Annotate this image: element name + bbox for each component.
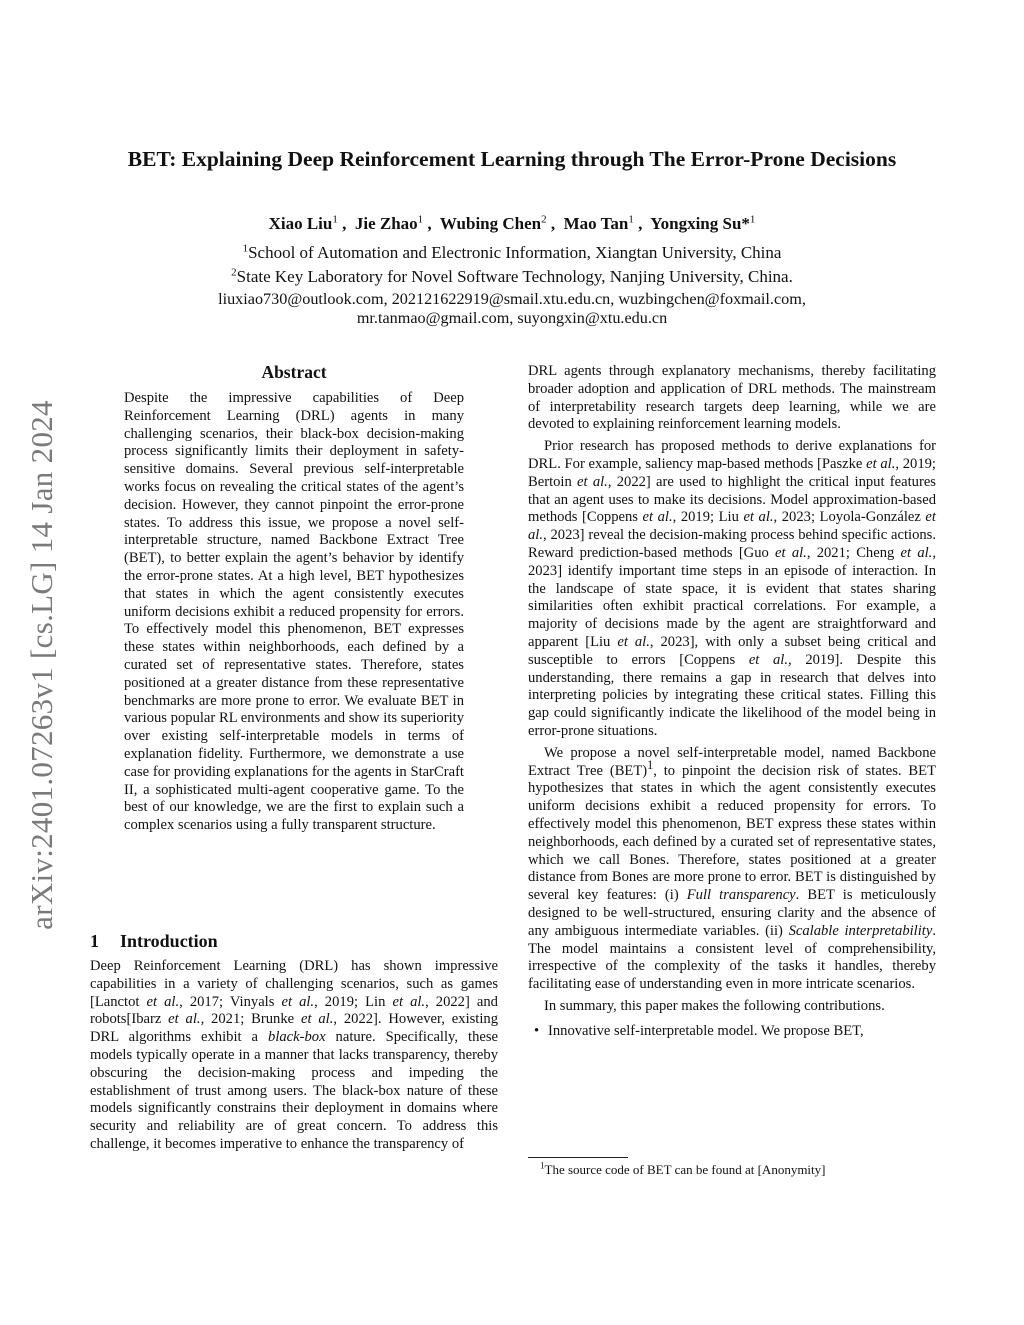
arxiv-stamp bbox=[18, 360, 66, 970]
footnote-text: The source code of BET can be found at [Anonymity] bbox=[544, 1162, 826, 1177]
affiliation-mark: 1 bbox=[628, 213, 634, 226]
footnote-divider bbox=[528, 1157, 628, 1158]
footnote-ref: 1 bbox=[647, 757, 654, 772]
bullet-glyph: • bbox=[534, 1022, 540, 1039]
email-line: mr.tanmao@gmail.com, suyongxin@xtu.edu.cn bbox=[356, 309, 668, 327]
author: Xiao Liu bbox=[268, 214, 333, 233]
affiliation-mark: 2 bbox=[231, 266, 237, 279]
affiliation-mark: 2 bbox=[541, 213, 547, 226]
bullet-text: Innovative self-interpretable model. We propose BET, bbox=[548, 1022, 864, 1039]
affiliation-text: School of Automation and Electronic Information, Xiangtan University, China bbox=[248, 243, 782, 262]
affiliation-mark: 1 bbox=[242, 242, 249, 255]
affiliation-mark: 1 bbox=[332, 213, 338, 226]
email-line: liuxiao730@outlook.com, 202121622919@smail.xtu.edu.cn, wuzbingchen@foxmail.com, bbox=[218, 290, 806, 308]
intro-paragraph: Deep Reinforcement Learning (DRL) has shown impressive capabilities in a variety of challenging scenarios, such as games [Lanctot et al., 2017; Vinyals et al., 2019; Lin et al., 2022] and robots[Ibarz et al., 2021; Brunke et al., 2022]. However, existing DRL algorithms exhibit a black-box nature. Specifically, these models typically operate in a manner that lacks transparency, thereby obscuring the decision-making process and impeding the establishment of trust among users. The black-box nature of these models significantly constrains their deployment in domains where security and reliability are of great concern. To address this challenge, it becomes imperative to enhance the transparency of bbox=[90, 958, 499, 1152]
intro-text bbox=[90, 958, 498, 1154]
footnote bbox=[540, 1162, 825, 1178]
affiliation-mark: 1 bbox=[749, 213, 756, 226]
section-number: 1 bbox=[90, 931, 99, 951]
section-heading-introduction bbox=[90, 931, 218, 952]
body-paragraph: Prior research has proposed methods to derive explanations for DRL. For example, saliency map-based methods [Paszke et al., 2019; Bertoin et al., 2022] are used to highlight the critical input features that an agent uses to make its decisions. Model approximation-based methods [Coppens et al., 2019; Liu et al., 2023; Loyola-González et al., 2023] reveal the decision-making process behind specific actions. Reward prediction-based methods [Guo et al., 2021; Cheng et al., 2023] identify important time steps in an episode of interaction. In the landscape of state space, it is evident that states sharing similarities often exhibit practical correlations. For example, a majority of decisions made by the agent are straightforward and apparent [Liu et al., 2023], with only a subset being critical and susceptible to errors [Coppens et al., 2019]. Despite this understanding, there remains a gap in research that delves into interpreting policies by integrating these critical states. Filling this gap could significantly indicate the likelihood of the model being in error-prone situations. bbox=[528, 438, 936, 739]
contribution-bullet bbox=[528, 1023, 936, 1041]
affiliation-mark: 1 bbox=[417, 213, 424, 226]
footnote-mark: 1 bbox=[540, 1160, 545, 1171]
arxiv-id: arXiv:2401.07263v1 [cs.LG] 14 Jan 2024 bbox=[24, 400, 59, 930]
right-column-text bbox=[528, 363, 936, 1040]
paper-title: BET: Explaining Deep Reinforcement Learning through The Error-Prone Decisions bbox=[127, 147, 897, 171]
author-list: Xiao Liu$^1$ , Jie Zhao$^1$ , Wubing Chen$^2$ , Mao Tan$^1$ , Yongxing Su*$^1$ bbox=[268, 213, 756, 233]
abstract-text bbox=[124, 390, 464, 835]
abstract-heading: Abstract bbox=[261, 362, 327, 382]
body-paragraph: In summary, this paper makes the following contributions. bbox=[544, 997, 885, 1014]
abstract-paragraph: Despite the impressive capabilities of Deep Reinforcement Learning (DRL) agents in many challenging scenarios, their black-box decision-making process significantly limits their deployment in safety-sensitive domains. Several previous self-interpretable works focus on revealing the critical states of the agent’s decision. However, they cannot pinpoint the error-prone states. To address this issue, we propose a novel self-interpretable structure, named Backbone Extract Tree (BET), to better explain the agent’s behavior by identify the error-prone states. At a high level, BET hypothesizes that states in which the agent consistently executes uniform decisions exhibit a reduced propensity for errors. To effectively model this phenomenon, BET expresses these states within neighborhoods, each defined by a curated set of representative states. Therefore, states positioned at a greater distance from these representative benchmarks are more prone to error. We evaluate BET in various popular RL environments and show its superiority over existing self-interpretable models in terms of explanation fidelity. Furthermore, we demonstrate a use case for providing explanations for the agents in StarCraft II, a sophisticated multi-agent cooperative game. To the best of our knowledge, we are the first to explain such a complex scenarios using a fully transparent structure. bbox=[124, 390, 464, 834]
author: Yongxing Su* bbox=[650, 214, 750, 233]
body-paragraph: DRL agents through explanatory mechanisms, thereby facilitating broader adoption and application of DRL methods. The mainstream of interpretability research targets deep learning, while we are devoted to explaining reinforcement learning models. bbox=[528, 363, 936, 433]
affiliation-2 bbox=[110, 267, 914, 287]
affiliation-text: State Key Laboratory for Novel Software Technology, Nanjing University, China. bbox=[236, 267, 793, 286]
body-paragraph: We propose a novel self-interpretable model, named Backbone Extract Tree (BET)$^1$, to pinpoint the decision risk of states. BET hypothesizes that states in which the agent consistently executes uniform decisions exhibit a reduced propensity for errors. To effectively model this phenomenon, BET express these states within neighborhoods, each defined by a curated set of representative states, which we call Bones. Therefore, states positioned at a greater distance from Bones are more prone to error. BET is distinguished by several key features: (i) Full transparency. BET is meticulously designed to be well-structured, ensuring clarity and the absence of any ambiguous intermediate variables. (ii) Scalable interpretability. The model maintains a consistent level of comprehensibility, irrespective of the complexity of the tasks it handles, thereby facilitating ease of understanding even in more intricate scenarios. bbox=[528, 744, 936, 993]
section-title: Introduction bbox=[120, 931, 218, 951]
author: Wubing Chen bbox=[439, 214, 542, 233]
affiliation-1 bbox=[110, 243, 914, 263]
author: Mao Tan bbox=[563, 214, 629, 233]
author: Jie Zhao bbox=[354, 214, 418, 233]
author-emails bbox=[110, 290, 914, 328]
